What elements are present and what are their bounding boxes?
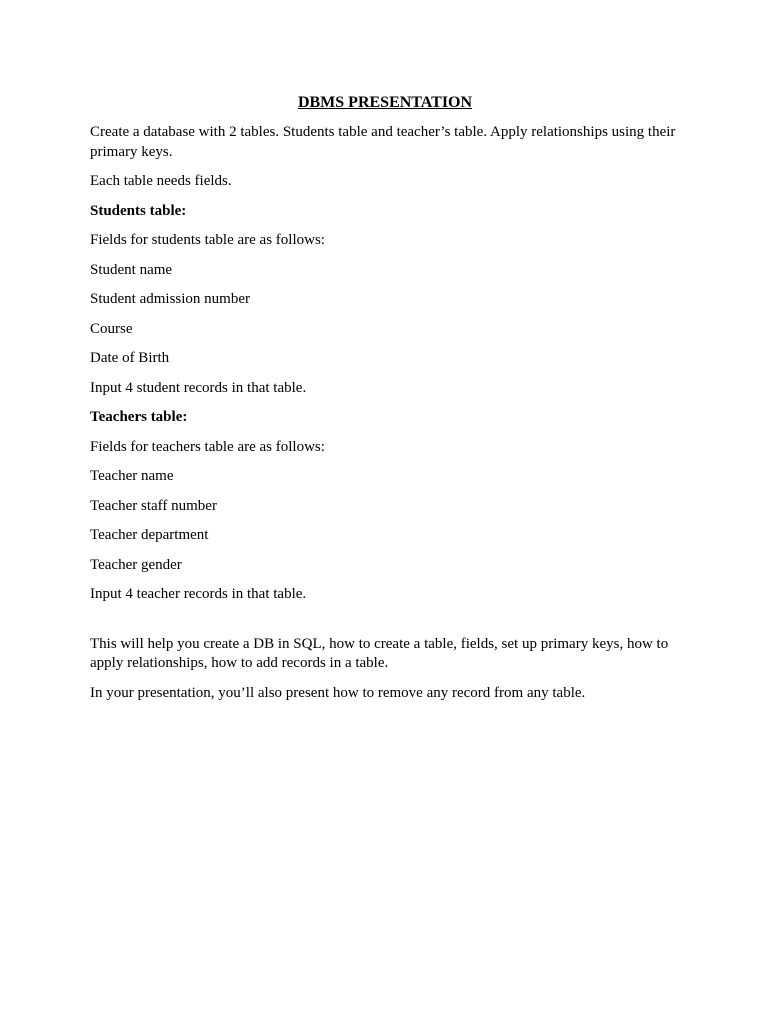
students-field-item: Date of Birth (90, 350, 170, 366)
teachers-field-item: Teacher staff number (90, 497, 217, 514)
students-records-note: Input 4 student records in that table. (90, 379, 307, 396)
teachers-field-item: Teacher gender (90, 556, 182, 573)
teachers-heading: Teachers table: (90, 409, 188, 425)
teachers-fields-intro: Fields for teachers table are as follows: (90, 438, 325, 455)
students-field-item: Course (90, 320, 133, 337)
teachers-field-item: Teacher department (90, 527, 209, 543)
students-field-item: Student admission number (90, 291, 250, 307)
teachers-field-item: Teacher name (90, 468, 174, 484)
closing-paragraph: In your presentation, you’ll also present how to remove any record from any table. (90, 684, 586, 701)
document-page (90, 93, 680, 713)
students-field-item: Student name (90, 261, 173, 278)
document-title: DBMS PRESENTATION (297, 94, 473, 111)
teachers-records-note: Input 4 teacher records in that table. (90, 586, 307, 602)
intro-paragraph: Create a database with 2 tables. Students table and teacher’s table. Apply relationships using their primary keys. (90, 124, 676, 160)
students-heading: Students table: (90, 202, 187, 219)
help-paragraph: This will help you create a DB in SQL, how to create a table, fields, set up primary keys, how to apply relationships, how to add records in a table. (90, 635, 669, 671)
students-fields-intro: Fields for students table are as follows: (90, 232, 325, 248)
blank-line (90, 615, 680, 635)
fields-note: Each table needs fields. (90, 173, 232, 189)
